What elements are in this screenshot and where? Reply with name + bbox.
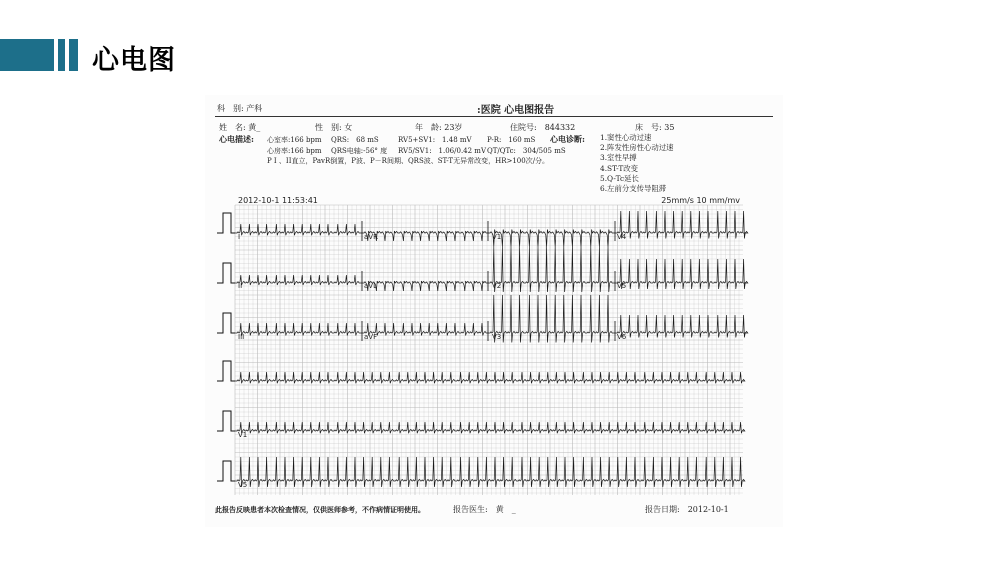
- ecg-trace: [488, 247, 615, 292]
- lead-label-I: I: [238, 233, 241, 241]
- diagnosis-item: 5.Q-Tc延长: [600, 173, 639, 183]
- lead-label-aVR: aVR: [364, 233, 378, 241]
- ecg-trace: [615, 315, 748, 338]
- atrial-rate: 心室率:166 bpm: [267, 136, 322, 144]
- ecg-grid: [205, 193, 783, 501]
- calibration-pulse: [217, 461, 235, 481]
- qrs-duration: QRS: 68 mS: [331, 136, 379, 144]
- patient-sex: 性 别: 女: [315, 123, 353, 132]
- diagnosis-item: 6.左前分支传导阻滞: [600, 184, 667, 194]
- title-accent-bar-3: [69, 39, 78, 71]
- lead-label-V1: V1: [492, 233, 502, 241]
- diagnosis-item: 2.阵发性房性心动过速: [600, 143, 674, 153]
- lead-label-V5: V5: [617, 282, 627, 290]
- ecg-report: [205, 95, 783, 527]
- rv5-sv1-values: RV5/SV1: 1.06/0.42 mV: [398, 147, 486, 155]
- description-text: P I 、II直立，PavR倒置，P波、P－R间期、QRS波、ST-T无异常改变，HR>100次/分。: [267, 157, 550, 165]
- lead-label-aVF: aVF: [364, 333, 378, 341]
- diagnosis-item: 3.室性早搏: [600, 153, 637, 163]
- diagnosis-label: 心电诊断:: [550, 134, 585, 144]
- diagnosis-item: 1.窦性心动过速: [600, 133, 652, 142]
- divider: [215, 116, 773, 117]
- recording-timestamp: 2012-10-1 11:53:41: [238, 196, 318, 205]
- ventricular-rate: 心房率:166 bpm: [267, 147, 322, 155]
- report-title: :医院 心电图报告: [477, 105, 555, 116]
- calibration-pulse: [217, 411, 235, 431]
- rhythm-strip-label-1: V1: [238, 431, 248, 439]
- diagnosis-item: 4.ST-T改变: [600, 163, 639, 173]
- calibration-pulse: [217, 213, 235, 233]
- lead-label-II: II: [238, 282, 243, 290]
- title-accent-bar: [0, 39, 54, 71]
- admission-number: 住院号: 844332: [510, 123, 576, 132]
- slide-title: 心电图: [92, 45, 176, 76]
- calibration-pulse: [217, 263, 235, 283]
- qt-qtc: QT/QTc: 304/505 mS: [487, 147, 566, 155]
- department: 科 别: 产科: [217, 104, 263, 113]
- title-accent-bar-2: [58, 39, 65, 71]
- calibration-pulses: [217, 213, 235, 481]
- paper-speed-scale: 25mm/s 10 mm/mv: [661, 196, 740, 205]
- grid-lines: [235, 205, 743, 495]
- lead-label-V4: V4: [617, 233, 627, 241]
- pr-interval: P-R: 160 mS: [487, 136, 536, 144]
- report-date: 报告日期: 2012-10-1: [645, 505, 729, 514]
- description-label: 心电描述:: [219, 134, 254, 144]
- patient-age: 年 龄: 23岁: [415, 123, 463, 132]
- ecg-trace: [615, 211, 748, 239]
- rhythm-strip-label-2: V5: [238, 481, 248, 489]
- lead-label-V2: V2: [492, 282, 502, 290]
- lead-label-V3: V3: [492, 333, 502, 341]
- bed-number: 床 号: 35: [635, 123, 675, 132]
- footer-disclaimer: 此报告反映患者本次检查情况，仅供医师参考，不作病情证明使用。: [215, 505, 425, 514]
- qrs-axis: QRS电轴:-56° 度: [331, 147, 388, 155]
- calibration-pulse: [217, 313, 235, 333]
- rv5-sv1: RV5+SV1: 1.48 mV: [398, 136, 472, 144]
- lead-label-V6: V6: [617, 333, 627, 341]
- report-doctor: 报告医生: 黄 _: [453, 505, 516, 514]
- lead-label-aVL: aVL: [364, 282, 377, 290]
- diagnosis-list: [600, 133, 674, 194]
- lead-label-III: III: [238, 333, 245, 341]
- patient-name: 姓 名: 黄_: [219, 123, 261, 132]
- calibration-pulse: [217, 361, 235, 381]
